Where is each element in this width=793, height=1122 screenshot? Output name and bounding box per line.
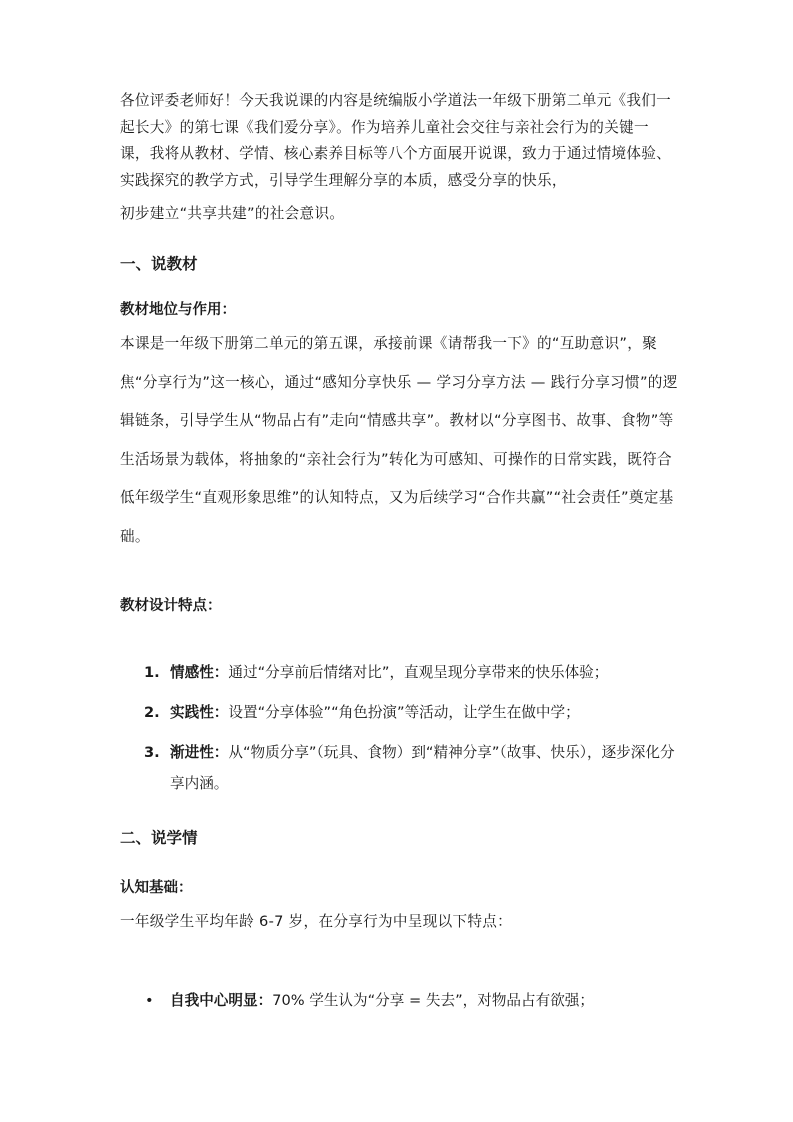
subheading-cognitive-basis: 认知基础： [120,880,193,896]
paragraph-position-role: 本课是一年级下册第二单元的第五课，承接前课《请帮我一下》的“互助意识”，聚焦“分享行为”这一核心，通过“感知分享快乐 — 学习分享方法 — 践行分享习惯”的逻辑链条，引导学生从“物品占有”走向“情感共享”。教材以“分享图书、故事、食物”等生活场景为载体，将抽象的“亲社会行为”转化为可感知、可操作的日常实践，既符合低年级学生“直观形象思维”的认知特点，又为后续学习“合作共赢”“社会责任”奠定基础。 [120,335,678,545]
intro-last-line: 初步建立“共享共建”的社会意识。 [120,205,345,222]
paragraph-cognitive-basis: 一年级学生平均年龄 6-7 岁，在分享行为中呈现以下特点： [120,913,513,930]
list-item [144,737,684,799]
subheading-position-role: 教材地位与作用： [120,302,236,318]
list-number: 2. [144,704,160,721]
feature-label: 情感性： [170,664,229,681]
feature-text: 通过“分享前后情绪对比”，直观呈现分享带来的快乐体验； [228,664,609,681]
traits-list [144,985,684,1016]
feature-text: 设置“分享体验”“角色扮演”等活动，让学生在做中学； [228,704,580,721]
features-list [144,657,684,799]
feature-label: 实践性： [170,704,229,721]
trait-label: 自我中心明显： [170,992,273,1009]
bullet-icon: • [145,992,154,1009]
trait-text: 70% 学生认为“分享 = 失去”，对物品占有欲强； [272,992,594,1009]
list-number: 1. [144,664,160,681]
intro-text: 各位评委老师好！今天我说课的内容是统编版小学道法一年级下册第二单元《我们一起长大》的第七课《我们爱分享》。作为培养儿童社会交往与亲社会行为的关键一课，我将从教材、学情、核心素养目标等八个方面展开说课，致力于通过情境体验、实践探究的教学方式，引导学生理解分享的本质，感受分享的快乐， [120,92,672,189]
feature-label: 渐进性： [170,744,229,761]
list-number: 3. [144,744,160,761]
section-heading-learners: 二、说学情 [120,829,198,847]
subheading-design-features: 教材设计特点： [120,598,222,614]
list-item [144,985,684,1016]
section-heading-textbook: 一、说教材 [120,255,198,273]
feature-text: 从“物质分享”（玩具、食物）到“精神分享”（故事、快乐），逐步深化分享内涵。 [170,744,675,792]
list-item [144,657,684,688]
intro-paragraph [120,88,676,228]
list-item [144,697,684,728]
